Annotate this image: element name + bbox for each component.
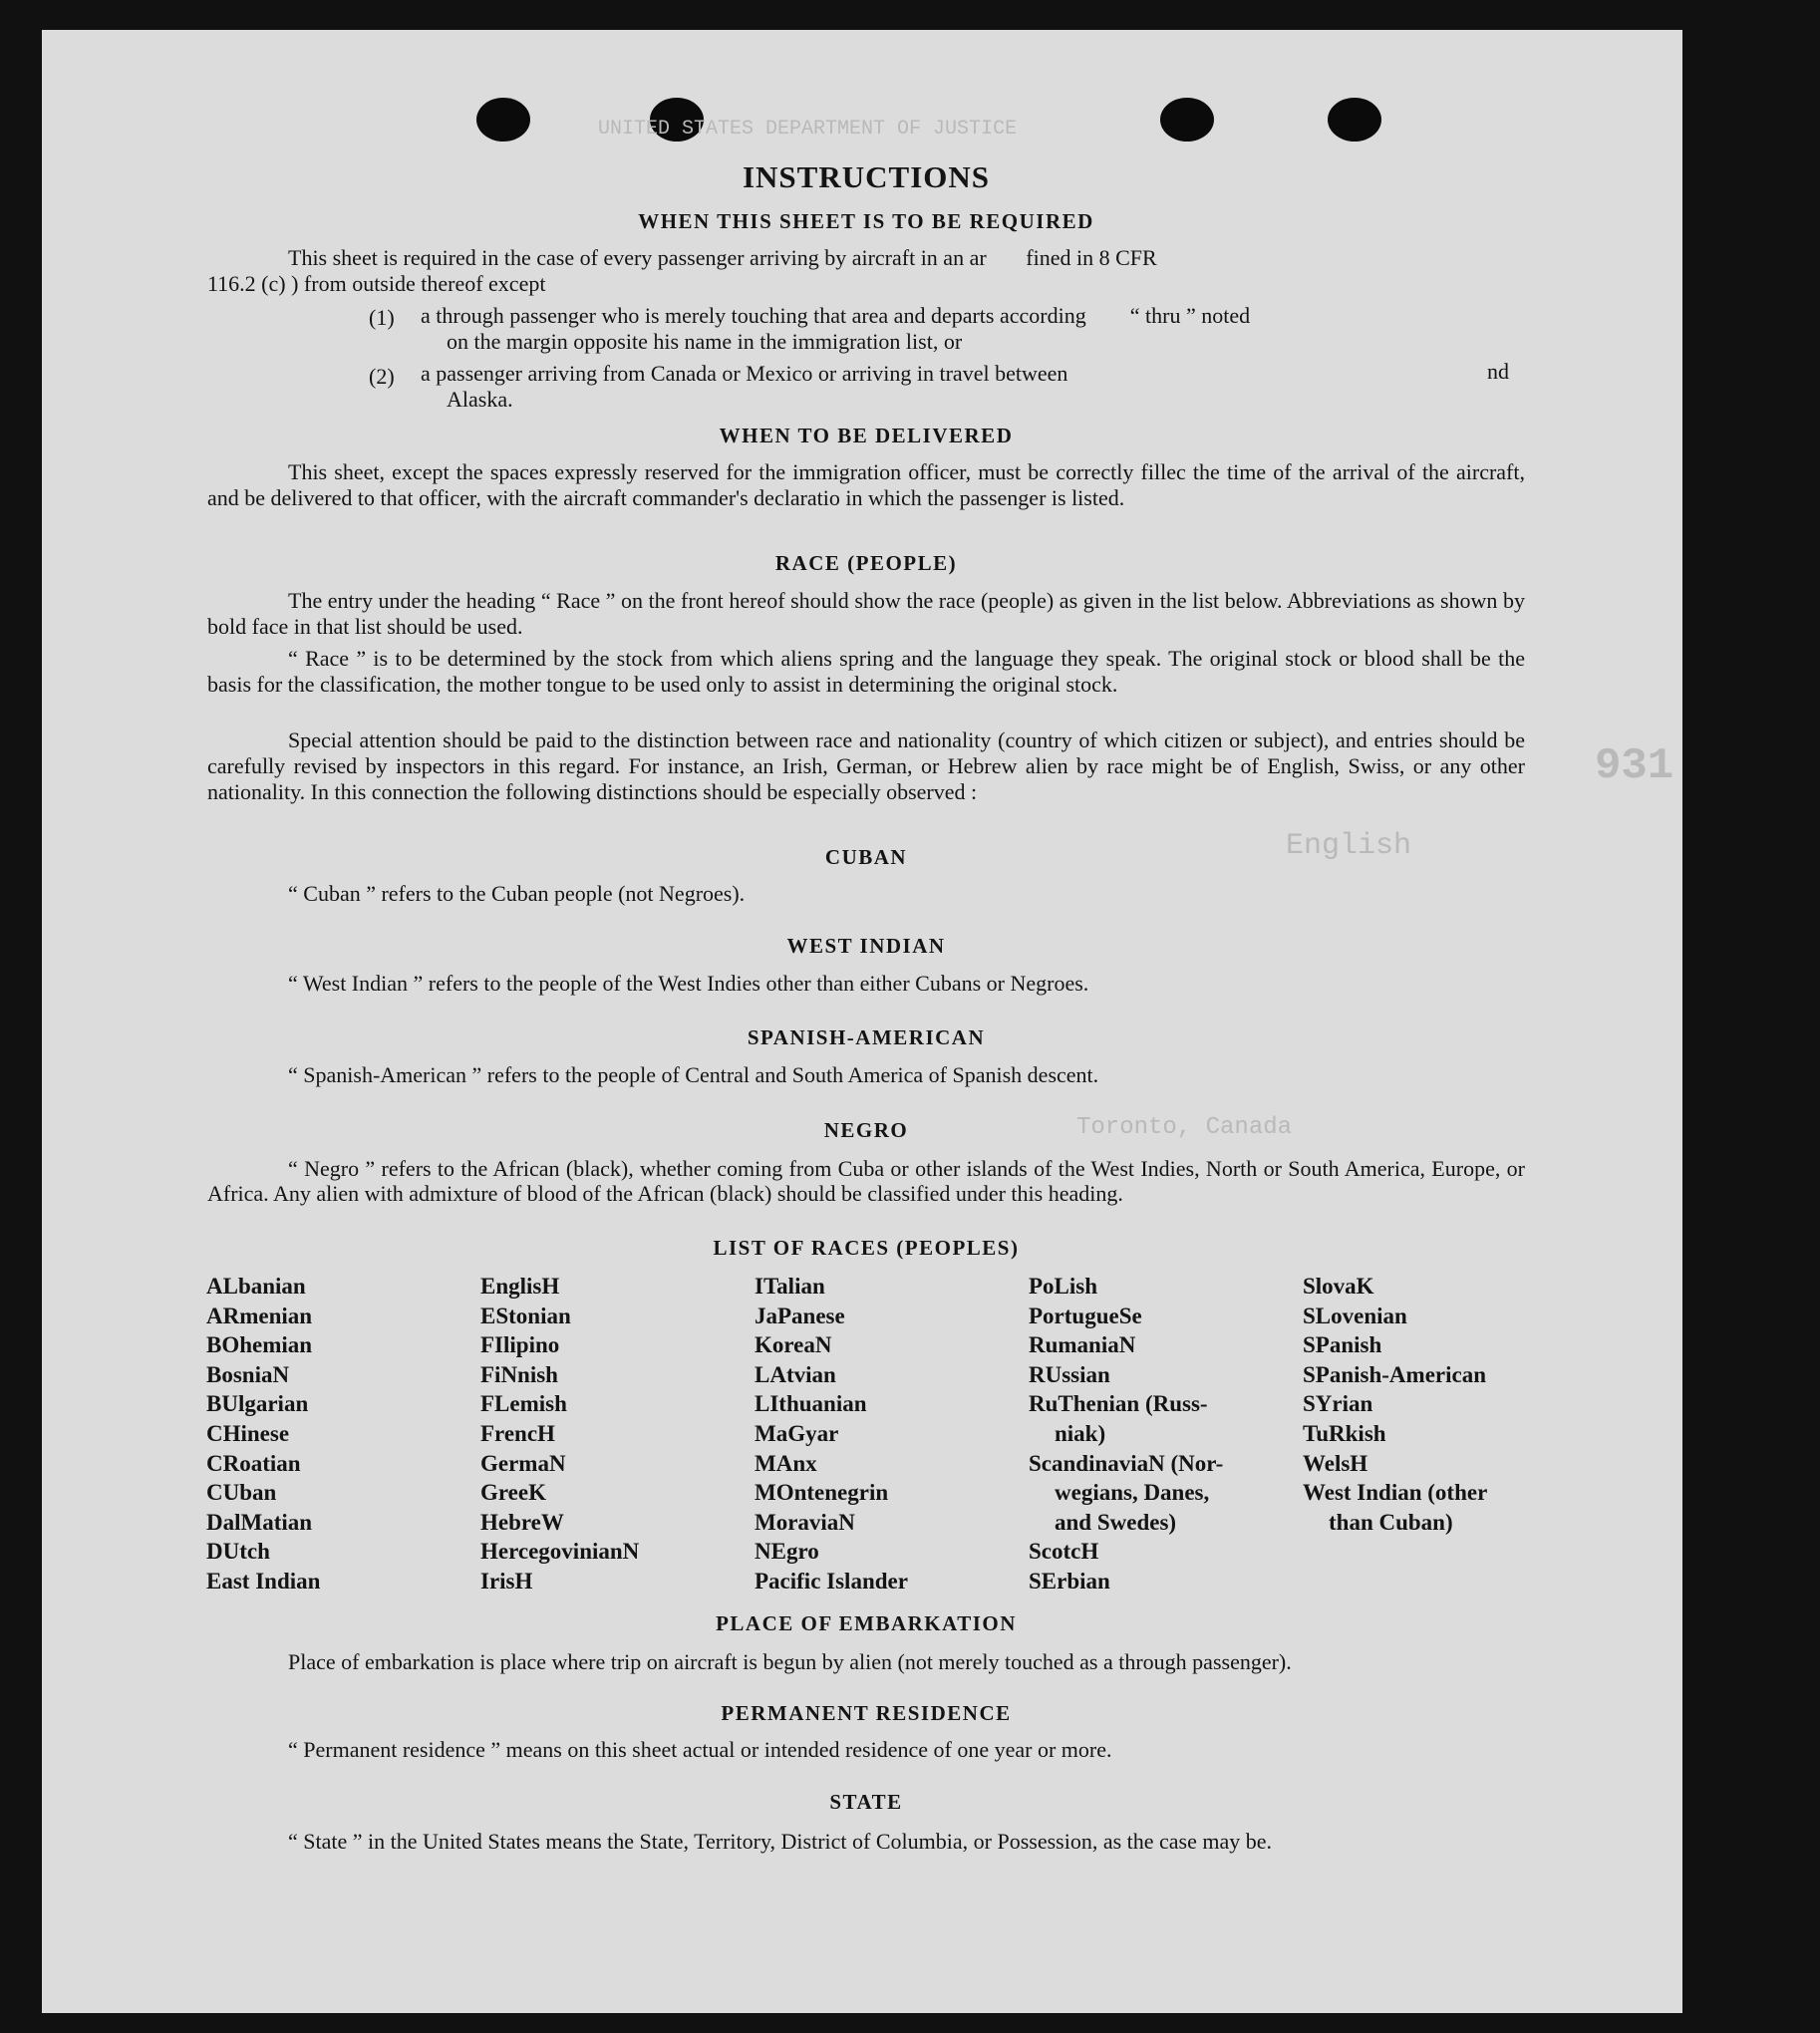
punch-hole — [1160, 98, 1214, 142]
race-entry: HercegovinianN — [480, 1539, 640, 1565]
bleedthrough-text: Toronto, Canada — [1076, 1114, 1293, 1141]
race-entry: West Indian (other — [1303, 1480, 1488, 1506]
list-number: (1) — [369, 305, 395, 330]
paragraph: The entry under the heading “ Race ” on the front hereof should show the race (people) as given in the list below. Abbreviations as shown by bold face in that list should be used. — [207, 588, 1525, 639]
race-entry: DalMatian — [206, 1509, 313, 1535]
race-entry: BOhemian — [206, 1332, 313, 1358]
race-entry: LIthuanian — [755, 1391, 867, 1417]
section-heading: WHEN THIS SHEET IS TO BE REQUIRED — [638, 209, 1094, 233]
race-entry: SPanish-American — [1303, 1361, 1486, 1387]
bleedthrough-text: 931 — [1595, 741, 1674, 791]
paragraph: “ Permanent residence ” means on this sheet actual or intended residence of one year or more. — [288, 1737, 1112, 1762]
race-entry: GreeK — [480, 1480, 546, 1506]
section-heading: PERMANENT RESIDENCE — [721, 1701, 1012, 1725]
paragraph: This sheet is required in the case of every passenger arriving by aircraft in an ar fined in 8 CFR — [288, 245, 1157, 270]
race-entry: LAtvian — [755, 1361, 836, 1387]
race-entry: FrencH — [480, 1420, 555, 1446]
race-entry-continued: wegians, Danes, — [1055, 1480, 1210, 1506]
race-column-4 — [1029, 1272, 1223, 1597]
race-entry: CRoatian — [206, 1450, 301, 1476]
section-heading: SPANISH-AMERICAN — [747, 1025, 986, 1049]
race-entry: SYrian — [1303, 1391, 1373, 1417]
race-entry: SPanish — [1303, 1332, 1382, 1358]
race-entry: ScotcH — [1029, 1539, 1099, 1565]
section-heading: WHEN TO BE DELIVERED — [719, 424, 1014, 447]
race-entry: RumaniaN — [1029, 1332, 1136, 1358]
race-entry: PortugueSe — [1029, 1303, 1142, 1328]
section-heading: NEGRO — [823, 1118, 909, 1142]
race-entry: East Indian — [206, 1568, 321, 1594]
page-title: INSTRUCTIONS — [742, 159, 990, 194]
race-entry-continued: and Swedes) — [1055, 1509, 1177, 1535]
race-entry: KoreaN — [755, 1332, 832, 1358]
race-entry: NEgro — [755, 1539, 819, 1565]
section-heading: RACE (PEOPLE) — [774, 551, 958, 575]
section-heading: WEST INDIAN — [786, 934, 946, 958]
race-entry: WelsH — [1303, 1450, 1368, 1476]
race-entry: EStonian — [480, 1303, 571, 1328]
race-entry: CUban — [206, 1480, 277, 1506]
list-number: (2) — [369, 364, 395, 389]
paragraph: Special attention should be paid to the distinction between race and nationality (country of which citizen or subject), and entries should be carefully revised by inspectors in this regard. For instance, an Irish, German, or Hebrew alien by race might be of English, Swiss, or any other nationality. In this connection the following distinctions should be especially observed : — [207, 727, 1525, 804]
race-entry: SlovaK — [1303, 1274, 1374, 1299]
bleedthrough-text: UNITED STATES DEPARTMENT OF JUSTICE — [598, 118, 1018, 141]
race-entry: MoraviaN — [755, 1509, 855, 1535]
race-entry: IrisH — [480, 1568, 533, 1594]
race-entry: MaGyar — [755, 1420, 839, 1446]
race-entry: MAnx — [755, 1450, 817, 1476]
race-column-2 — [480, 1272, 639, 1597]
race-entry: SLovenian — [1303, 1303, 1407, 1328]
race-entry-continued: niak) — [1055, 1420, 1106, 1446]
paragraph: “ Cuban ” refers to the Cuban people (not Negroes). — [288, 881, 746, 906]
paragraph: “ Race ” is to be determined by the stock from which aliens spring and the language they speak. The original stock or blood shall be the basis for the classification, the mother tongue to be used only to assist in determining the original stock. — [207, 646, 1525, 697]
race-entry: JaPanese — [755, 1303, 845, 1328]
paragraph: “ Spanish-American ” refers to the people of Central and South America of Spanish descent. — [288, 1062, 1099, 1087]
race-entry: BosniaN — [206, 1361, 290, 1387]
section-heading: PLACE OF EMBARKATION — [716, 1611, 1017, 1635]
list-item: on the margin opposite his name in the immigration list, or — [447, 329, 963, 354]
race-entry: FiNnish — [480, 1361, 558, 1387]
race-entry: HebreW — [480, 1509, 564, 1535]
list-item: nd — [1487, 359, 1509, 384]
race-entry: GermaN — [480, 1450, 566, 1476]
race-entry: Pacific Islander — [755, 1568, 908, 1594]
race-entry: EnglisH — [480, 1274, 560, 1299]
section-heading: STATE — [829, 1790, 903, 1814]
race-entry-continued: than Cuban) — [1329, 1509, 1453, 1535]
list-item: a passenger arriving from Canada or Mexico or arriving in travel between — [421, 361, 1068, 386]
paragraph: 116.2 (c) ) from outside thereof except — [207, 271, 546, 296]
race-entry: ARmenian — [206, 1303, 313, 1328]
race-column-5 — [1303, 1272, 1487, 1537]
list-item: Alaska. — [447, 387, 513, 412]
race-entry: MOntenegrin — [755, 1480, 889, 1506]
race-entry: ITalian — [755, 1274, 825, 1299]
race-entry: SErbian — [1029, 1568, 1110, 1594]
race-entry: TuRkish — [1303, 1420, 1386, 1446]
list-item: a through passenger who is merely touching that area and departs according “ thru ” noted — [421, 303, 1251, 328]
paragraph: This sheet, except the spaces expressly reserved for the immigration officer, must be correctly fillec the time of the arrival of the aircraft, and be delivered to that officer, with the aircraft commander's declaratio in which the passenger is listed. — [207, 459, 1525, 510]
race-entry: FIlipino — [480, 1332, 560, 1358]
race-entry: RuThenian (Russ- — [1029, 1391, 1208, 1417]
punch-hole — [1328, 98, 1381, 142]
paragraph: Place of embarkation is place where trip on aircraft is begun by alien (not merely touched as a through passenger). — [288, 1649, 1292, 1674]
section-heading: LIST OF RACES (PEOPLES) — [713, 1236, 1020, 1260]
section-heading: CUBAN — [824, 845, 908, 869]
race-entry: FLemish — [480, 1391, 567, 1417]
race-entry: DUtch — [206, 1539, 270, 1565]
paragraph: “ State ” in the United States means the State, Territory, District of Columbia, or Possession, as the case may be. — [288, 1829, 1273, 1854]
paragraph: “ West Indian ” refers to the people of the West Indies other than either Cubans or Negroes. — [288, 971, 1089, 996]
race-entry: BUlgarian — [206, 1391, 309, 1417]
race-entry: PoLish — [1029, 1274, 1098, 1299]
bleedthrough-text: English — [1286, 829, 1412, 863]
race-entry: ALbanian — [206, 1274, 306, 1299]
race-entry: RUssian — [1029, 1361, 1110, 1387]
race-entry: CHinese — [206, 1420, 290, 1446]
race-entry: ScandinaviaN (Nor- — [1029, 1450, 1224, 1476]
race-column-1 — [206, 1272, 320, 1597]
paragraph: “ Negro ” refers to the African (black), whether coming from Cuba or other islands of the West Indies, North or South America, Europe, or Africa. Any alien with admixture of blood of the African (black) should be classified under this heading. — [207, 1156, 1525, 1206]
race-column-3 — [755, 1272, 908, 1597]
punch-hole — [476, 98, 530, 142]
